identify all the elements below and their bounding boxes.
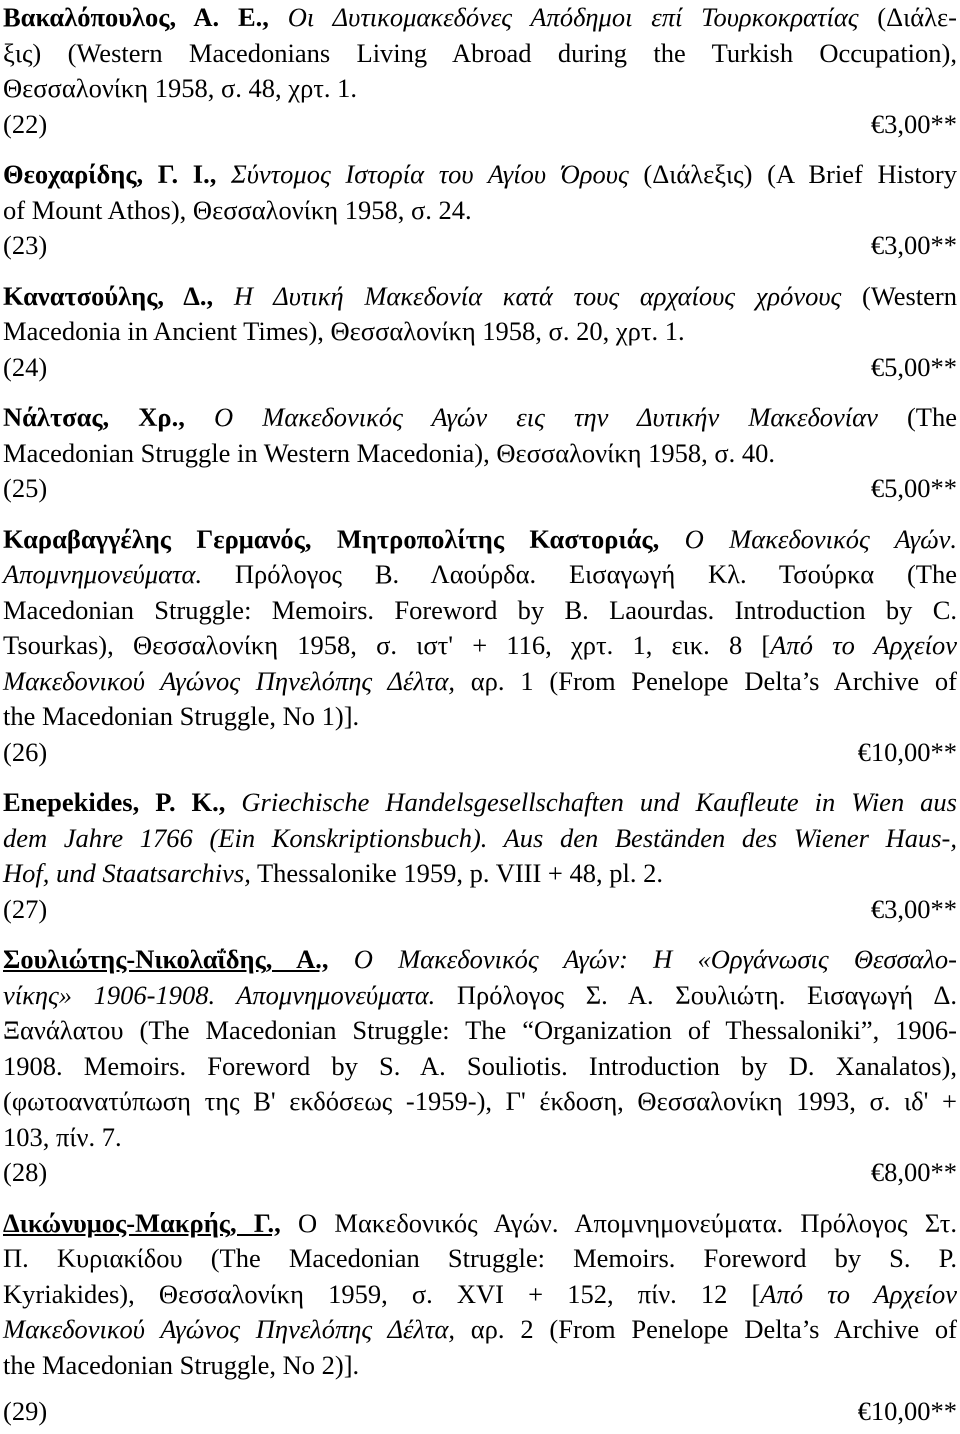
- entry-line: [3, 157, 957, 193]
- author-name: Βακαλόπουλος, Α. Ε.,: [3, 2, 269, 32]
- entry-number: (22): [3, 108, 48, 139]
- entry-number: (23): [3, 230, 48, 260]
- entry-line: [3, 436, 957, 472]
- detail-text: Πρόλογος Β. Λαούρδα. Εισαγωγή Κλ. Τσούρκα (The: [202, 559, 957, 589]
- detail-text: αρ. 1 (From Penelope Delta’s Archive of: [455, 665, 957, 696]
- detail-text: the Macedonian Struggle, No 1)].: [3, 701, 360, 731]
- entry-line: [3, 1084, 957, 1120]
- entry-price-row: [3, 1155, 957, 1191]
- entry-line: [3, 71, 957, 107]
- entry-line: [3, 193, 957, 229]
- entry-line: [3, 856, 957, 892]
- entry-price-row: [3, 892, 957, 928]
- title-text: Hof, und Staatsarchivs,: [3, 858, 251, 888]
- title-text: Griechische Handelsgesellschaften und Kaufleute in Wien aus: [225, 787, 957, 817]
- title-text: Σύντομος Ιστορία του Αγίου Όρους: [216, 159, 629, 189]
- entry-number: (24): [3, 351, 48, 382]
- entry-line: [3, 942, 957, 978]
- entry-line: [3, 314, 957, 350]
- title-text: Οι Δυτικομακεδόνες Απόδημοι επί Τουρκοκρατίας: [268, 2, 859, 32]
- title-text: νίκης» 1906-1908. Απομνημονεύματα.: [3, 979, 436, 1010]
- bibliography-entry: [3, 1206, 957, 1430]
- title-text: Ο Μακεδονικός Αγών εις την Δυτικήν Μακεδονίαν: [184, 402, 878, 432]
- entry-line: [3, 821, 957, 857]
- title-text: Η Δυτική Μακεδονία κατά τους αρχαίους χρόνους: [213, 280, 842, 311]
- detail-text: 1908. Memoirs. Foreword by S. A. Souliotis. Introduction by D. Xanalatos),: [3, 1050, 957, 1081]
- entry-line: [3, 522, 957, 558]
- entry-number: (29): [3, 1396, 48, 1426]
- detail-text: Ξανάλατου (The Macedonian Struggle: The “Organization of Thessaloniki”, 1906-: [3, 1015, 957, 1045]
- author-name: Enepekides, P. K.,: [3, 787, 226, 817]
- title-text: Ο Μακεδονικός Αγών: Η «Οργάνωσις Θεσσαλο-: [328, 944, 957, 974]
- author-name: Νάλτσας, Χρ.,: [3, 402, 185, 432]
- author-name: Δικώνυμος-Μακρής, Γ.,: [3, 1207, 281, 1238]
- bibliography-entry: [3, 157, 957, 264]
- entry-line: [3, 279, 957, 315]
- entry-line: [3, 628, 957, 664]
- title-text: Από το Αρχείον: [760, 1278, 957, 1309]
- title-text: Απομνημονεύματα.: [3, 559, 203, 589]
- author-name: Σουλιώτης-Νικολαΐδης, Α.,: [3, 944, 329, 974]
- entry-line: [3, 1049, 957, 1085]
- entry-line: [3, 699, 957, 735]
- entry-line: [3, 593, 957, 629]
- author-name: Καραβαγγέλης Γερμανός, Μητροπολίτης Καστοριάς,: [3, 523, 660, 554]
- author-name: Κανατσούλης, Δ.,: [3, 280, 214, 311]
- detail-text: Πρόλογος Σ. Α. Σουλιώτη. Εισαγωγή Δ.: [435, 979, 957, 1010]
- entry-number: (26): [3, 736, 48, 767]
- detail-text: αρ. 2 (From Penelope Delta’s Archive of: [455, 1314, 957, 1344]
- detail-text: ξις) (Western Macedonians Living Abroad during the Turkish Occupation),: [3, 37, 957, 68]
- detail-text: Thessalonike 1959, p. VIII + 48, pl. 2.: [250, 858, 663, 888]
- entry-line: [3, 1013, 957, 1049]
- title-text: Από το Αρχείον: [770, 630, 957, 660]
- detail-text: Macedonian Struggle: Memoirs. Foreword by B. Laourdas. Introduction by C.: [3, 594, 957, 625]
- title-text: Μακεδονικού Αγώνος Πηνελόπης Δέλτα,: [3, 665, 455, 696]
- entry-line: [3, 1120, 957, 1156]
- entry-line: [3, 1206, 957, 1242]
- detail-text: Π. Κυριακίδου (The Macedonian Struggle: Memoirs. Foreword by S. P.: [3, 1243, 957, 1273]
- entry-price-row: [3, 735, 957, 771]
- entry-line: [3, 1277, 957, 1313]
- entry-price-row: [3, 107, 957, 143]
- detail-text: Θεσσαλονίκη 1958, σ. 48, χρτ. 1.: [3, 73, 358, 103]
- detail-text: Macedonian Struggle in Western Macedonia), Θεσσαλονίκη 1958, σ. 40.: [3, 437, 776, 468]
- entry-line: [3, 785, 957, 821]
- title-text: dem Jahre 1766 (Ein Konskriptionsbuch). Aus den Beständen des Wiener Haus-,: [3, 822, 957, 853]
- detail-text: Tsourkas), Θεσσαλονίκη 1958, σ. ιστ' + 116, χρτ. 1, εικ. 8 [: [3, 630, 771, 660]
- detail-text: Kyriakides), Θεσσαλονίκη 1959, σ. XVI + 152, πίν. 12 [: [3, 1278, 761, 1309]
- detail-text: 103, πίν. 7.: [3, 1121, 122, 1152]
- bibliography-entry: [3, 522, 957, 771]
- detail-text: (φωτοανατύπωση της Β' εκδόσεως -1959-), Γ' έκδοση, Θεσσαλονίκη 1993, σ. ιδ' +: [3, 1086, 957, 1116]
- entry-number: (27): [3, 893, 48, 924]
- detail-text: Ο Μακεδονικός Αγών. Απομνημονεύματα. Πρόλογος Στ.: [280, 1207, 957, 1238]
- entry-line: [3, 1348, 957, 1384]
- entry-price-row: [3, 1394, 957, 1430]
- title-text: Ο Μακεδονικός Αγών.: [659, 523, 957, 554]
- title-text: Μακεδονικού Αγώνος Πηνελόπης Δέλτα,: [3, 1314, 455, 1344]
- entry-price: €10,00**: [857, 736, 957, 767]
- bibliography-entry: [3, 0, 957, 142]
- detail-text: (Western: [841, 280, 957, 311]
- bibliography-entry: [3, 279, 957, 386]
- entry-number: (28): [3, 1157, 48, 1187]
- entry-line: [3, 1241, 957, 1277]
- entry-line: [3, 557, 957, 593]
- entry-price: €8,00**: [870, 1157, 957, 1187]
- bibliography-entry: [3, 942, 957, 1191]
- entry-price: €10,00**: [857, 1396, 957, 1426]
- entry-line: [3, 400, 957, 436]
- entry-price: €3,00**: [870, 108, 957, 139]
- detail-text: of Mount Athos), Θεσσαλονίκη 1958, σ. 24.: [3, 194, 472, 225]
- detail-text: (Διάλεξις) (A Brief History: [628, 159, 957, 189]
- entry-price: €5,00**: [870, 351, 957, 382]
- entry-line: [3, 1312, 957, 1348]
- detail-text: (The: [877, 402, 957, 432]
- entry-price-row: [3, 350, 957, 386]
- entry-line: [3, 36, 957, 72]
- entry-price: €5,00**: [870, 473, 957, 503]
- entry-price: €3,00**: [870, 893, 957, 924]
- entry-line: [3, 664, 957, 700]
- detail-text: Macedonia in Ancient Times), Θεσσαλονίκη 1958, σ. 20, χρτ. 1.: [3, 316, 685, 346]
- entry-number: (25): [3, 473, 48, 503]
- entry-price: €3,00**: [870, 230, 957, 260]
- detail-text: the Macedonian Struggle, No 2)].: [3, 1349, 360, 1380]
- bibliography-entry: [3, 785, 957, 927]
- entry-price-row: [3, 471, 957, 507]
- entry-line: [3, 0, 957, 36]
- detail-text: (Διάλε-: [858, 2, 957, 32]
- author-name: Θεοχαρίδης, Γ. Ι.,: [3, 159, 217, 189]
- entry-line: [3, 978, 957, 1014]
- bibliography-entry: [3, 400, 957, 507]
- entry-price-row: [3, 228, 957, 264]
